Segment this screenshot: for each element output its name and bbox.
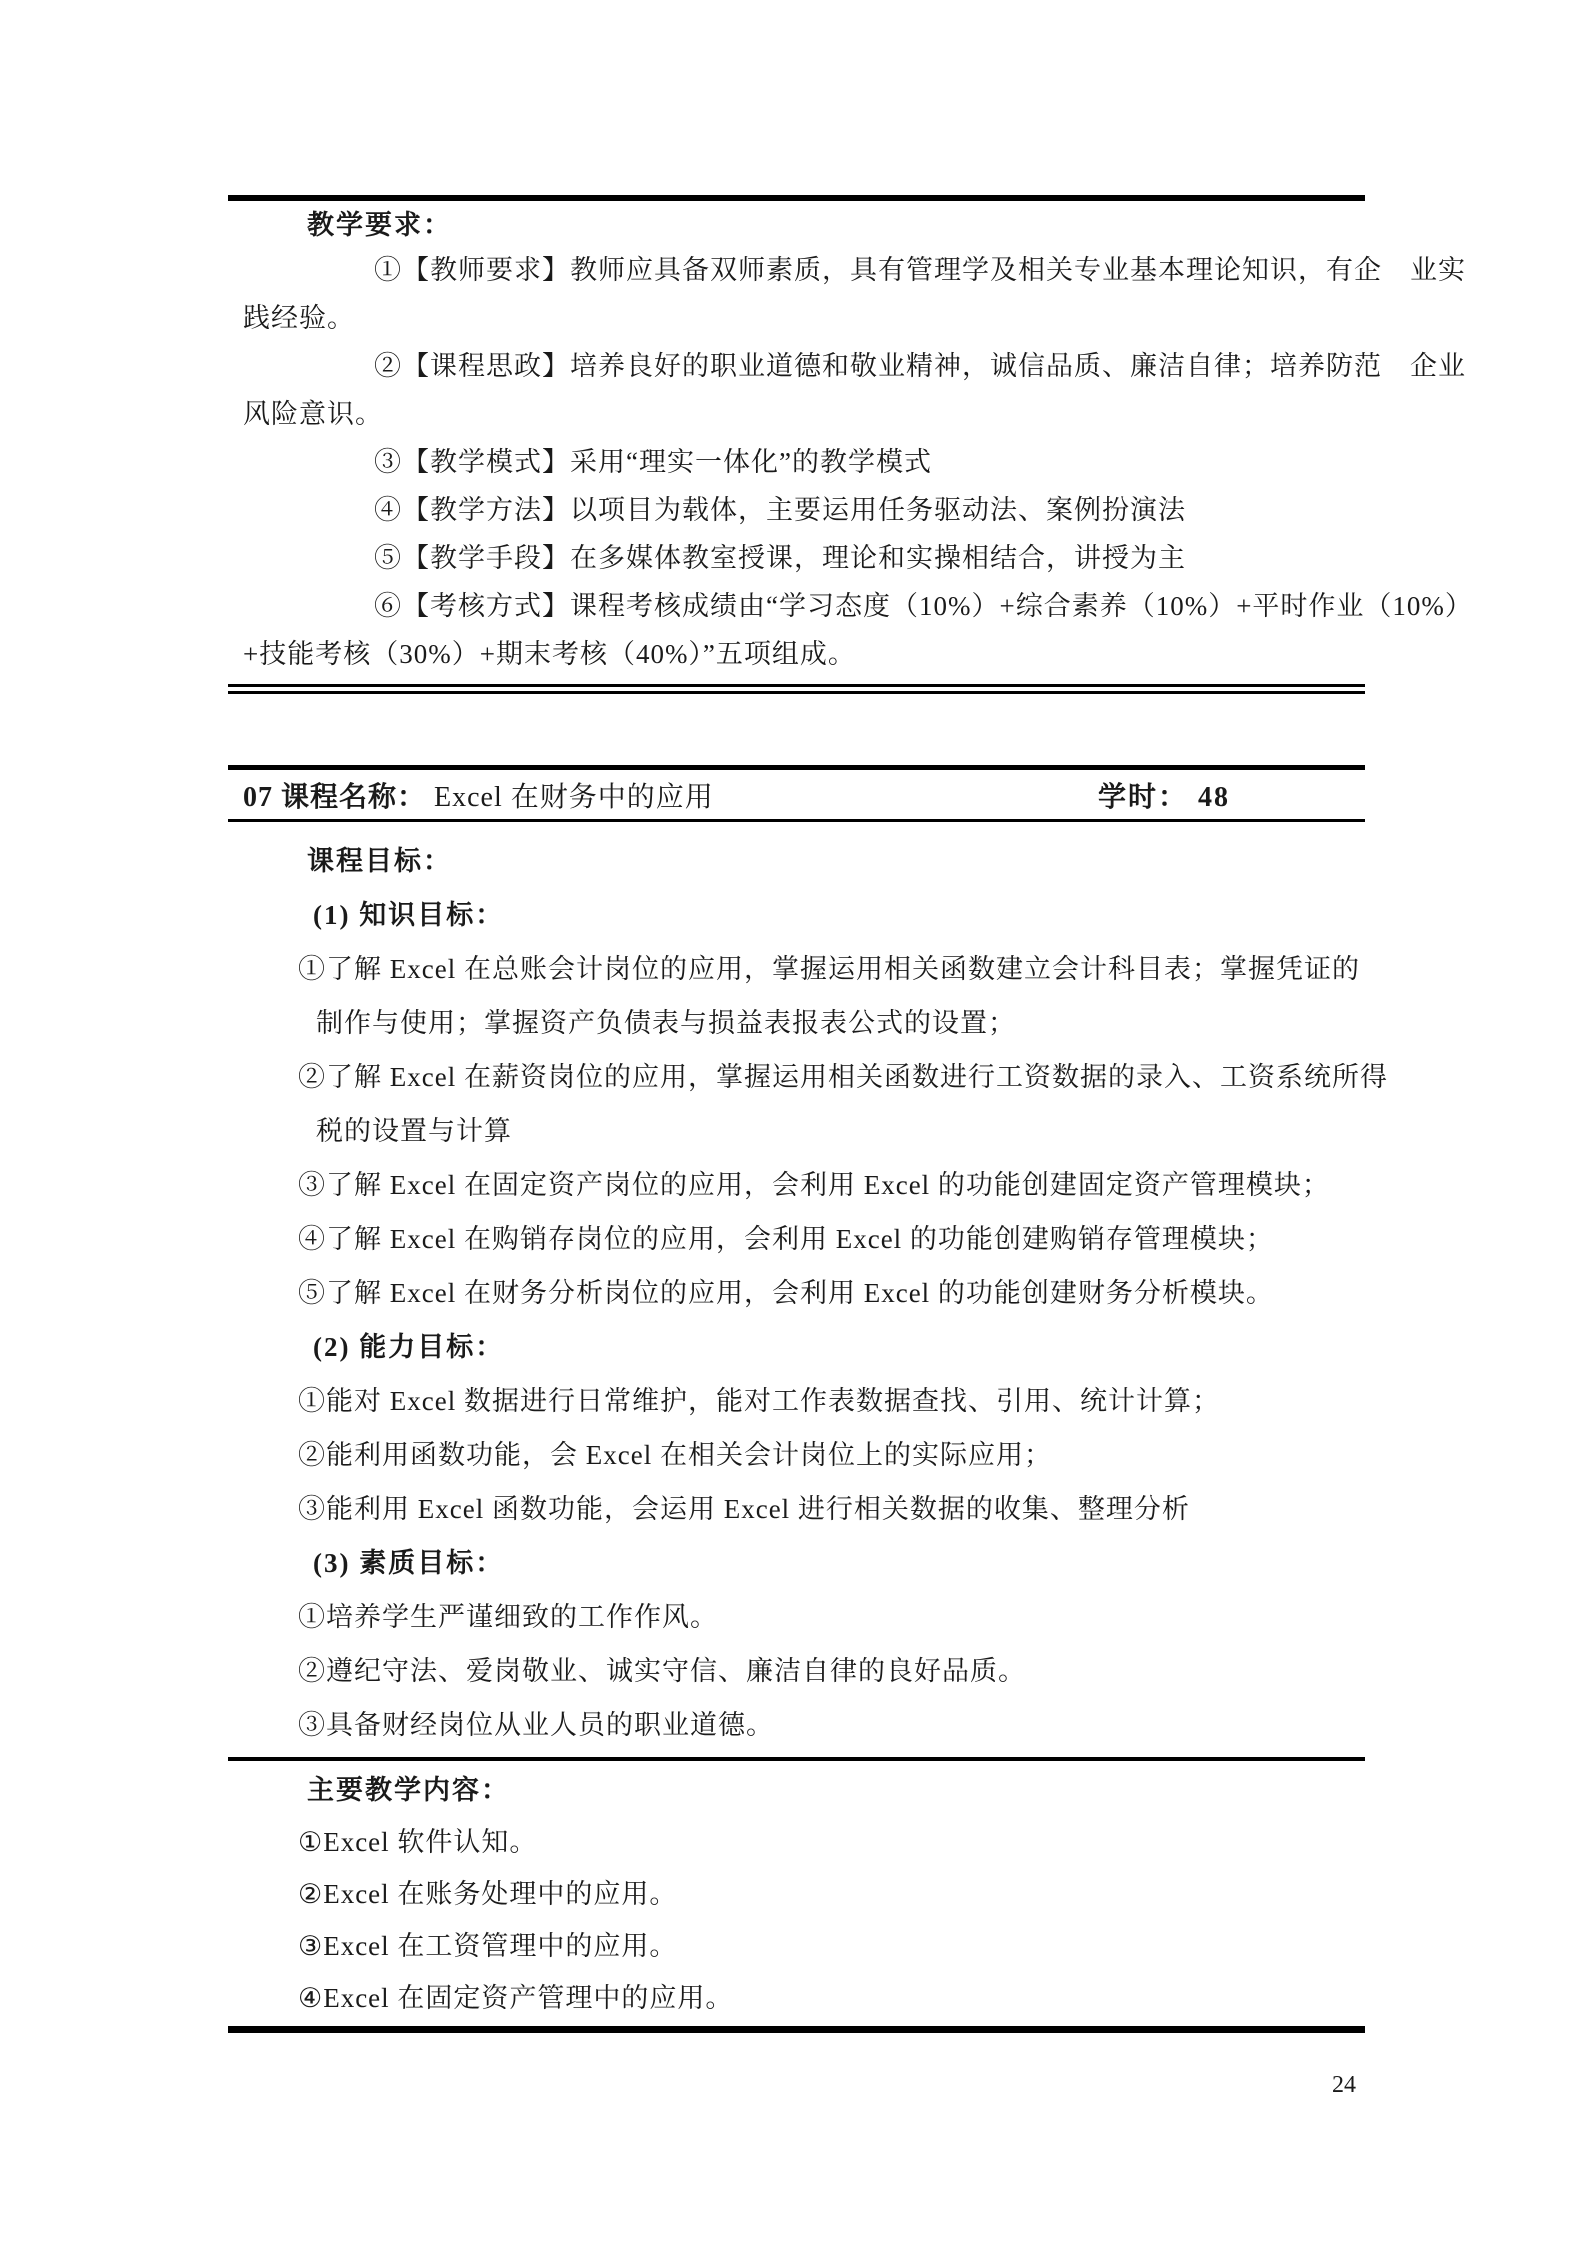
- main-content-line: ④Excel 在固定资产管理中的应用。: [298, 1983, 734, 2013]
- divider-top: [228, 195, 1365, 201]
- ability-objective-line: ②能利用函数功能，会 Excel 在相关会计岗位上的实际应用；: [298, 1440, 1052, 1470]
- quality-objective-line: ②遵纪守法、爱岗敬业、诚实守信、廉洁自律的良好品质。: [298, 1656, 1026, 1686]
- ability-objectives-heading: (2) 能力目标：: [313, 1332, 505, 1362]
- quality-objectives-heading: (3) 素质目标：: [313, 1548, 505, 1578]
- course-hours-label: 学时：: [1098, 781, 1189, 813]
- teaching-requirement-line: +技能考核（30%）+期末考核（40%）”五项组成。: [243, 639, 856, 669]
- course-number-label: 07 课程名称：: [243, 781, 427, 813]
- teaching-requirement-line: ⑤【教学手段】在多媒体教室授课，理论和实操相结合，讲授为主: [374, 543, 1186, 573]
- ability-objective-line: ③能利用 Excel 函数功能，会运用 Excel 进行相关数据的收集、整理分析: [298, 1494, 1190, 1524]
- course-hours-value: 48: [1198, 781, 1231, 813]
- teaching-requirement-line: ②【课程思政】培养良好的职业道德和敬业精神，诚信品质、廉洁自律；培养防范 企业: [374, 351, 1466, 381]
- divider-bottom: [228, 2026, 1365, 2033]
- main-content-heading: 主要教学内容：: [307, 1775, 510, 1805]
- teaching-requirement-line: ⑥【考核方式】课程考核成绩由“学习态度（10%）+综合素养（10%）+平时作业（10%）: [374, 591, 1473, 621]
- page-number: 24: [1332, 2072, 1356, 2098]
- teaching-requirement-line: 风险意识。: [243, 399, 383, 429]
- divider-main-content: [228, 1757, 1365, 1761]
- knowledge-objective-line: ⑤了解 Excel 在财务分析岗位的应用，会利用 Excel 的功能创建财务分析模块。: [298, 1278, 1274, 1308]
- course-hours: [1098, 775, 1230, 815]
- course-header-row: [228, 765, 1365, 822]
- knowledge-objective-line: ②了解 Excel 在薪资岗位的应用，掌握运用相关函数进行工资数据的录入、工资系统所得: [298, 1062, 1388, 1092]
- course-objectives-section: [243, 834, 1388, 1752]
- course-objectives-heading: 课程目标：: [307, 846, 452, 876]
- divider-double: [228, 684, 1365, 694]
- knowledge-objective-line: ①了解 Excel 在总账会计岗位的应用，掌握运用相关函数建立会计科目表；掌握凭证的: [298, 954, 1360, 984]
- teaching-requirement-line: ①【教师要求】教师应具备双师素质，具有管理学及相关专业基本理论知识，有企 业实: [374, 255, 1466, 285]
- knowledge-objective-line: 制作与使用；掌握资产负债表与损益表报表公式的设置；: [316, 1008, 1016, 1038]
- course-name: Excel 在财务中的应用: [434, 781, 714, 813]
- quality-objective-line: ①培养学生严谨细致的工作作风。: [298, 1602, 718, 1632]
- knowledge-objective-line: ③了解 Excel 在固定资产岗位的应用，会利用 Excel 的功能创建固定资产管理模块；: [298, 1170, 1330, 1200]
- knowledge-objective-line: 税的设置与计算: [316, 1116, 512, 1146]
- teaching-requirement-line: ③【教学模式】采用“理实一体化”的教学模式: [374, 447, 932, 477]
- teaching-requirement-line: 践经验。: [243, 303, 355, 333]
- main-content-line: ①Excel 软件认知。: [298, 1827, 538, 1857]
- teaching-requirements-section: [243, 204, 1473, 678]
- knowledge-objective-line: ④了解 Excel 在购销存岗位的应用，会利用 Excel 的功能创建购销存管理模块；: [298, 1224, 1274, 1254]
- main-content-line: ③Excel 在工资管理中的应用。: [298, 1931, 678, 1961]
- quality-objective-line: ③具备财经岗位从业人员的职业道德。: [298, 1710, 774, 1740]
- teaching-requirements-heading: 教学要求：: [307, 210, 452, 240]
- ability-objective-line: ①能对 Excel 数据进行日常维护，能对工作表数据查找、引用、统计计算；: [298, 1386, 1220, 1416]
- main-content-section: [243, 1764, 1365, 2024]
- main-content-line: ②Excel 在账务处理中的应用。: [298, 1879, 678, 1909]
- knowledge-objectives-heading: (1) 知识目标：: [313, 900, 505, 930]
- teaching-requirement-line: ④【教学方法】以项目为载体，主要运用任务驱动法、案例扮演法: [374, 495, 1186, 525]
